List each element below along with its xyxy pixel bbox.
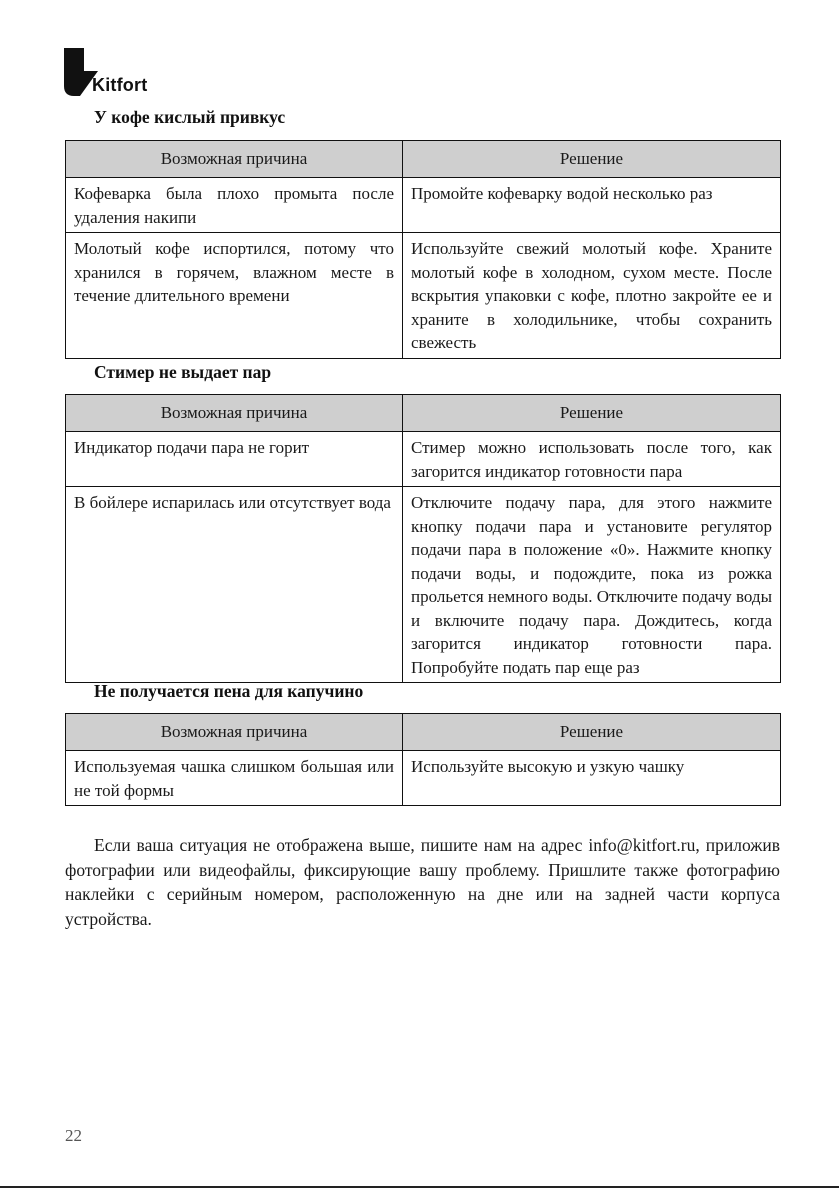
logo-wordmark: Kitfort xyxy=(92,75,148,95)
cause-cell: Кофеварка была плохо промыта после удаления накипи xyxy=(66,178,403,233)
cause-cell: Молотый кофе испортился, потому что хранился в горячем, влажном месте в течение длительного времени xyxy=(66,233,403,359)
table-row xyxy=(66,432,781,487)
solution-cell: Используйте свежий молотый кофе. Храните молотый кофе в холодном, сухом месте. После вскрытия упаковки с кофе, плотно закройте ее и храните в холодильнике, чтобы сохранить свежесть xyxy=(403,233,781,359)
cause-cell: Индикатор подачи пара не горит xyxy=(66,432,403,487)
support-contact-paragraph: Если ваша ситуация не отображена выше, пишите нам на адрес info@kitfort.ru, приложив фотографии или видеофайлы, фиксирующие вашу проблему. Пришлите также фотографию наклейки с серийным номером, расположенную на дне или на задней части корпуса устройства. xyxy=(65,835,780,929)
solution-cell: Стимер можно использовать после того, как загорится индикатор готовности пара xyxy=(403,432,781,487)
page-number: 22 xyxy=(65,1126,82,1145)
header-cause: Возможная причина xyxy=(66,141,403,178)
table-header-row xyxy=(66,714,781,751)
section-title: Стимер не выдает пар xyxy=(94,362,272,382)
header-cause: Возможная причина xyxy=(66,714,403,751)
section-title: Не получается пена для капучино xyxy=(94,681,364,701)
bottom-divider xyxy=(0,1186,839,1188)
solution-cell: Отключите подачу пара, для этого нажмите кнопку подачи пара и установите регулятор подачи пара в положение «0». Нажмите кнопку подачи воды, и подождите, пока из рожка прольется немного воды. Отключите подачу воды и включите подачу пара. Дождитесь, когда загорится индикатор готовности пара. Попробуйте подать пар еще раз xyxy=(403,487,781,683)
header-solution: Решение xyxy=(403,141,781,178)
table-header-row xyxy=(66,395,781,432)
solution-cell: Используйте высокую и узкую чашку xyxy=(403,751,781,806)
table-row xyxy=(66,178,781,233)
table-row xyxy=(66,487,781,683)
troubleshooting-table xyxy=(65,713,781,806)
header-solution: Решение xyxy=(403,714,781,751)
solution-cell: Промойте кофеварку водой несколько раз xyxy=(403,178,781,233)
table-row xyxy=(66,751,781,806)
table-header-row xyxy=(66,141,781,178)
cause-cell: Используемая чашка слишком большая или не той формы xyxy=(66,751,403,806)
header-cause: Возможная причина xyxy=(66,395,403,432)
table-row xyxy=(66,233,781,359)
section-title: У кофе кислый привкус xyxy=(94,107,286,127)
troubleshooting-table xyxy=(65,394,781,683)
header-solution: Решение xyxy=(403,395,781,432)
troubleshooting-table xyxy=(65,140,781,359)
cause-cell: В бойлере испарилась или отсутствует вода xyxy=(66,487,403,683)
